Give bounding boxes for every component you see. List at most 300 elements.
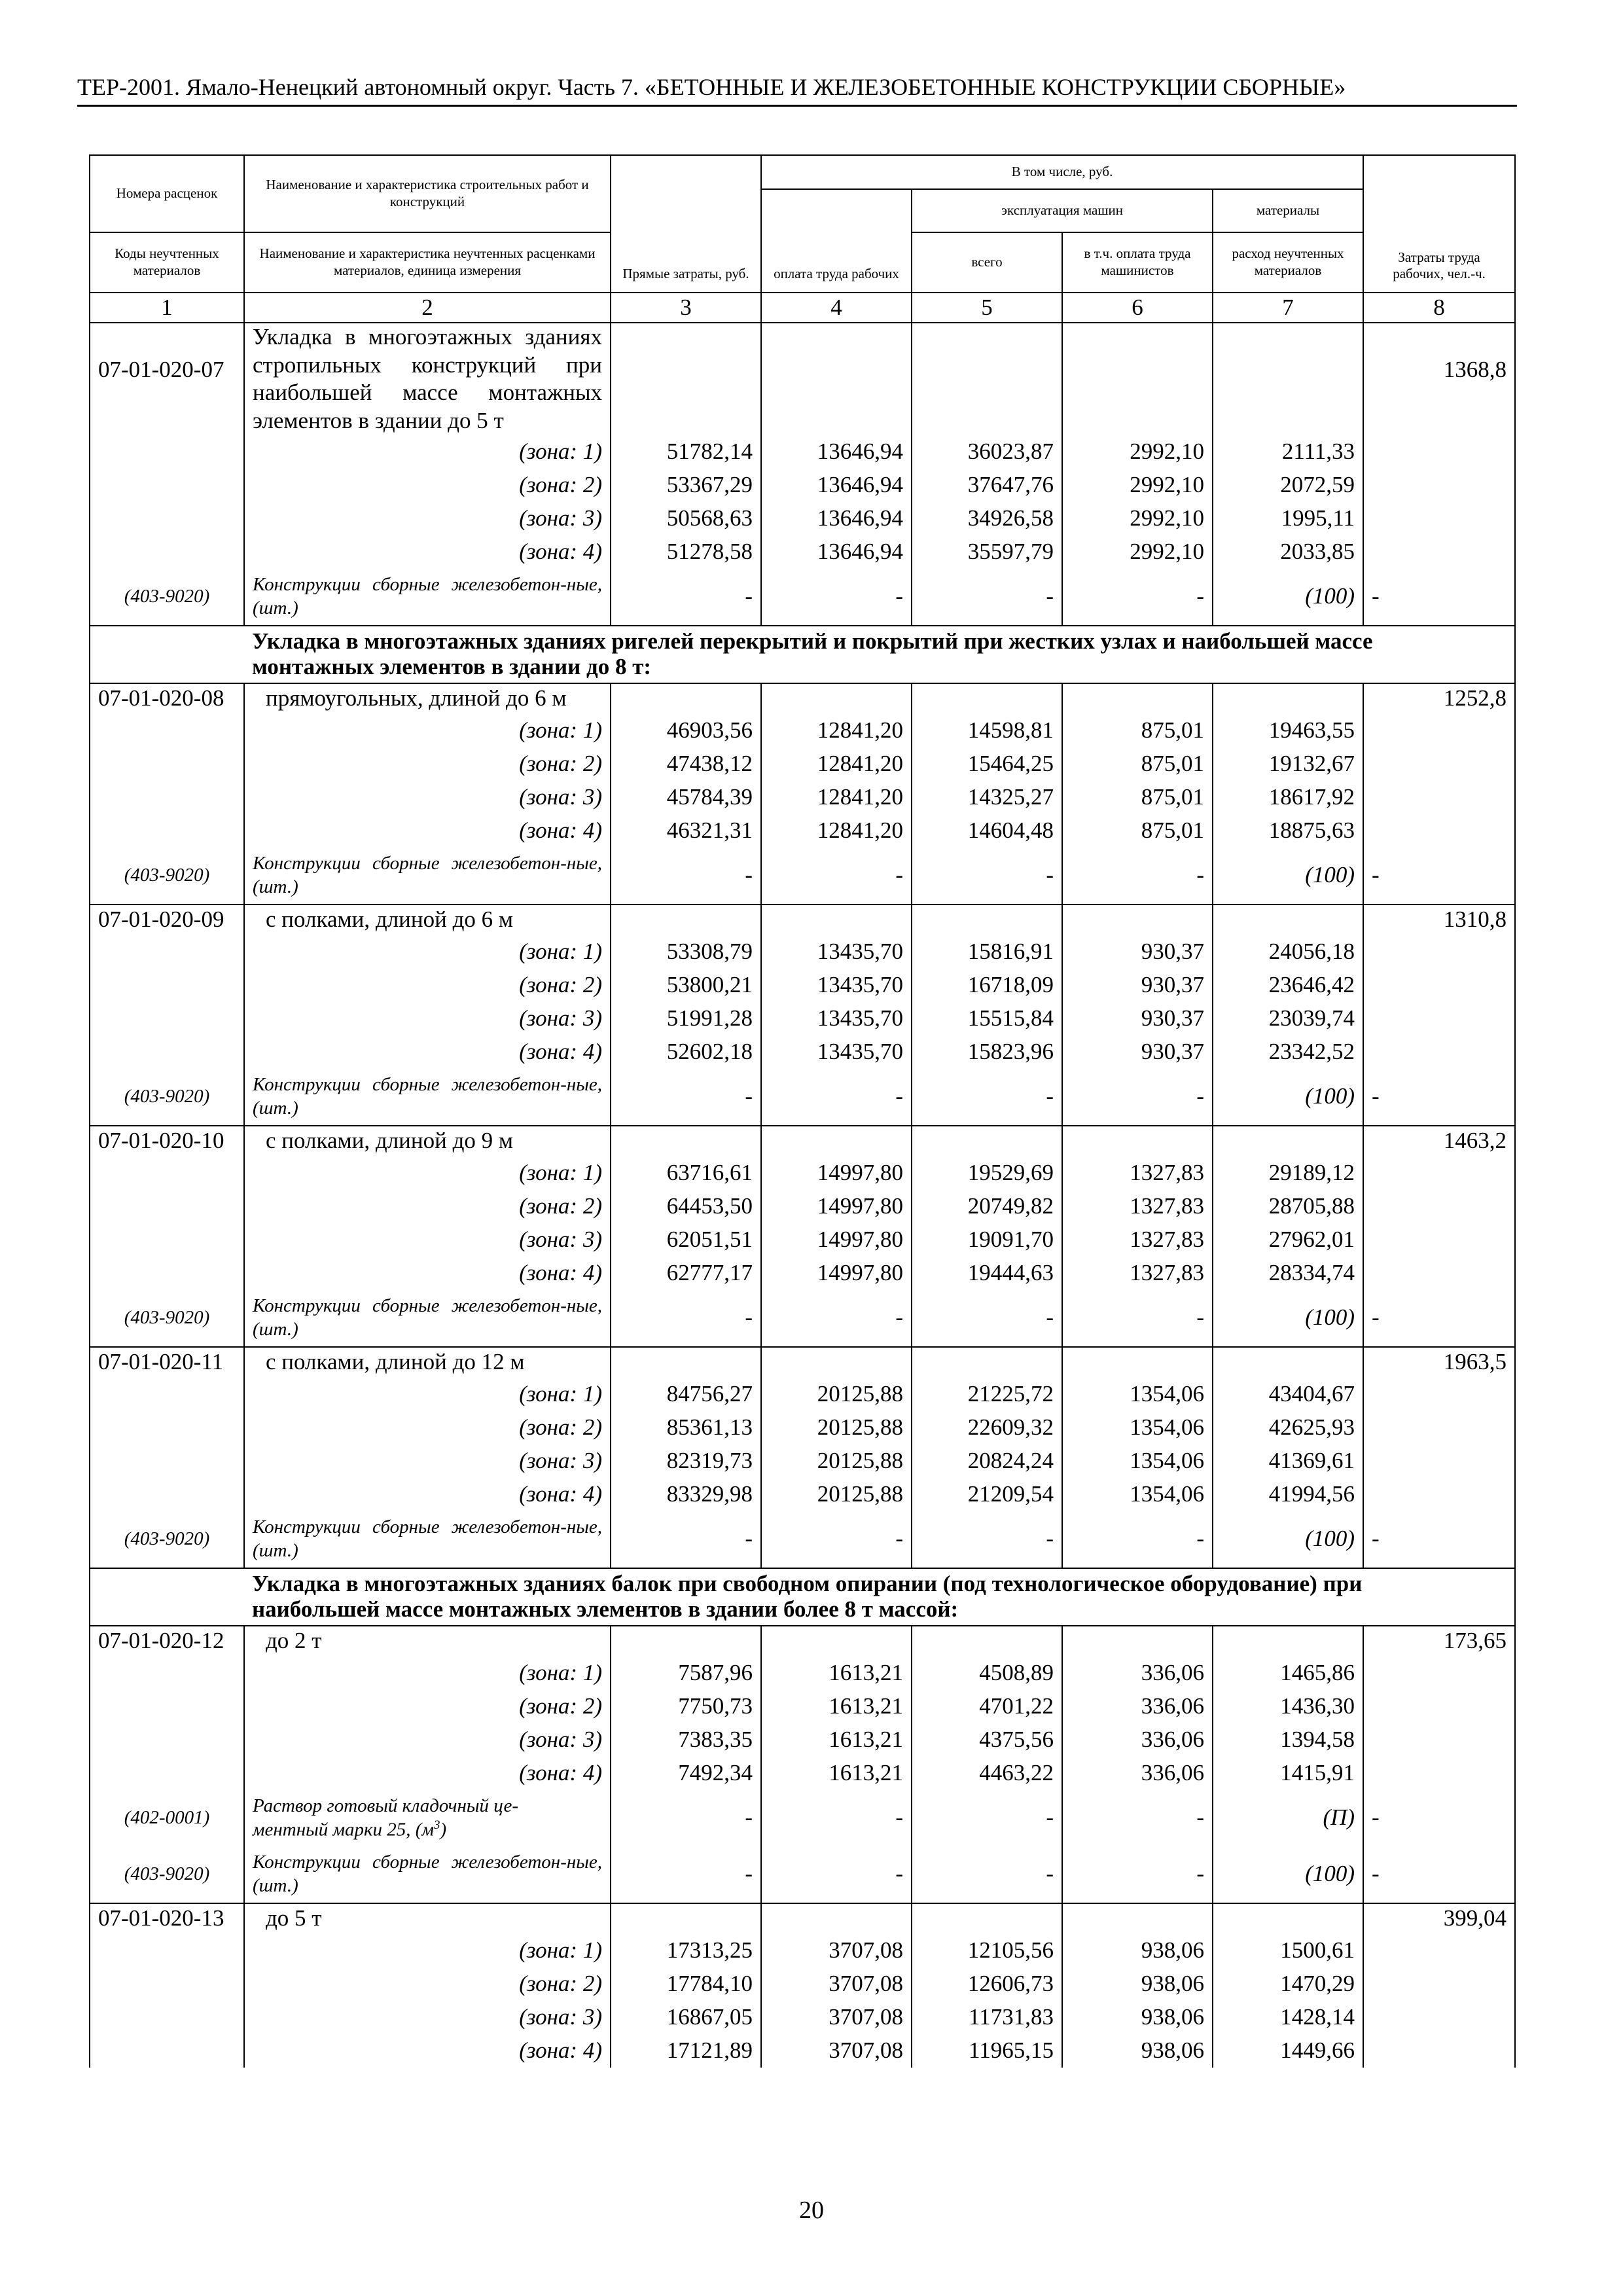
zone-label: (зона: 2) (244, 747, 611, 781)
head-col2-bottom: Наименование и характеристика неучтенных расценками материалов, единица измерения (244, 232, 611, 293)
zone-row (90, 535, 1515, 569)
zone-value: 13646,94 (761, 535, 912, 569)
zone-value: 12606,73 (912, 1967, 1062, 2001)
zone-value: 13435,70 (761, 1035, 912, 1069)
head-col8: Затраты труда рабочих, чел.-ч. (1363, 155, 1515, 293)
zone-label: (зона: 1) (244, 1657, 611, 1690)
dash-value: - (912, 1511, 1062, 1568)
dash-value: - (611, 1846, 761, 1903)
zone-row (90, 1444, 1515, 1478)
zone-value: 19091,70 (912, 1223, 1062, 1257)
material-row (90, 1290, 1515, 1347)
zone-value: 43404,67 (1213, 1378, 1363, 1411)
rate-code: 07-01-020-09 (90, 905, 244, 935)
zone-row (90, 435, 1515, 469)
zone-value: 7587,96 (611, 1657, 761, 1690)
rate-code: 07-01-020-07 (90, 323, 244, 435)
zone-value: 46321,31 (611, 814, 761, 848)
zone-value: 1465,86 (1213, 1657, 1363, 1690)
zone-value: 1354,06 (1062, 1444, 1213, 1478)
head-col1-bottom: Коды неучтенных материалов (90, 232, 244, 293)
zone-value: 45784,39 (611, 781, 761, 814)
dash-value: - (1363, 1511, 1515, 1568)
zone-label: (зона: 1) (244, 1378, 611, 1411)
labor-cost: 1252,8 (1363, 683, 1515, 714)
material-name: Конструкции сборные железобетон-ные, (шт.) (244, 1069, 611, 1126)
zone-label: (зона: 2) (244, 969, 611, 1002)
zone-value: 4375,56 (912, 1723, 1062, 1757)
dash-value: - (1363, 1790, 1515, 1846)
zone-row (90, 1657, 1515, 1690)
zone-value: 875,01 (1062, 781, 1213, 814)
zone-value: 51782,14 (611, 435, 761, 469)
zone-label: (зона: 2) (244, 469, 611, 502)
dash-value: - (761, 848, 912, 905)
zone-value: 1613,21 (761, 1657, 912, 1690)
zone-label: (зона: 1) (244, 435, 611, 469)
col-number: 3 (611, 293, 761, 323)
zone-label: (зона: 1) (244, 1157, 611, 1190)
rate-code: 07-01-020-11 (90, 1347, 244, 1378)
zone-row (90, 781, 1515, 814)
zone-value: 875,01 (1062, 814, 1213, 848)
zone-value: 20125,88 (761, 1411, 912, 1444)
zone-label: (зона: 2) (244, 1411, 611, 1444)
zone-label: (зона: 2) (244, 1967, 611, 2001)
material-row (90, 1790, 1515, 1846)
material-name-line: Раствор готовый кладочный це- (253, 1795, 519, 1816)
dash-value: - (912, 1069, 1062, 1126)
rate-row (90, 1126, 1515, 1157)
zone-value: 84756,27 (611, 1378, 761, 1411)
zone-value: 930,37 (1062, 1002, 1213, 1035)
rate-description: с полками, длиной до 9 м (244, 1126, 611, 1157)
zone-label: (зона: 4) (244, 814, 611, 848)
col-number: 7 (1213, 293, 1363, 323)
labor-cost: 1463,2 (1363, 1126, 1515, 1157)
dash-value: - (1363, 848, 1515, 905)
head-materials: материалы (1213, 189, 1363, 232)
zone-row (90, 1757, 1515, 1790)
material-name-part: ) (440, 1819, 447, 1840)
rate-description: с полками, длиной до 6 м (244, 905, 611, 935)
zone-value: 875,01 (1062, 747, 1213, 781)
dash-value: - (761, 1069, 912, 1126)
zone-label: (зона: 3) (244, 502, 611, 535)
head-col4: оплата труда рабочих (761, 189, 912, 293)
zone-value: 14997,80 (761, 1223, 912, 1257)
zone-value: 12841,20 (761, 781, 912, 814)
zone-value: 85361,13 (611, 1411, 761, 1444)
zone-value: 2072,59 (1213, 469, 1363, 502)
material-code: (403-9020) (90, 848, 244, 905)
zone-value: 18617,92 (1213, 781, 1363, 814)
zone-row (90, 1157, 1515, 1190)
zone-value: 36023,87 (912, 435, 1062, 469)
zone-value: 46903,56 (611, 714, 761, 747)
zone-value: 2992,10 (1062, 469, 1213, 502)
dash-value: - (761, 1290, 912, 1347)
zone-value: 29189,12 (1213, 1157, 1363, 1190)
material-code: (403-9020) (90, 1290, 244, 1347)
zone-row (90, 2001, 1515, 2034)
dash-value: - (1062, 1069, 1213, 1126)
zone-label: (зона: 3) (244, 781, 611, 814)
zone-row (90, 747, 1515, 781)
dash-value: - (1363, 1290, 1515, 1347)
zone-value: 62051,51 (611, 1223, 761, 1257)
zone-value: 63716,61 (611, 1157, 761, 1190)
rate-code: 07-01-020-13 (90, 1903, 244, 1934)
head-col2-top: Наименование и характеристика строительных работ и конструкций (244, 155, 611, 232)
zone-value: 7750,73 (611, 1690, 761, 1723)
zone-value: 930,37 (1062, 1035, 1213, 1069)
rate-row (90, 905, 1515, 935)
material-quantity: (100) (1213, 569, 1363, 626)
rate-code: 07-01-020-10 (90, 1126, 244, 1157)
zone-value: 1354,06 (1062, 1378, 1213, 1411)
zone-value: 1354,06 (1062, 1411, 1213, 1444)
dash-value: - (611, 1790, 761, 1846)
zone-value: 1428,14 (1213, 2001, 1363, 2034)
material-quantity: (100) (1213, 1846, 1363, 1903)
material-quantity: (100) (1213, 848, 1363, 905)
zone-value: 13646,94 (761, 502, 912, 535)
zone-label: (зона: 3) (244, 2001, 611, 2034)
zone-value: 12841,20 (761, 714, 912, 747)
material-code: (402-0001) (90, 1790, 244, 1846)
rate-row (90, 683, 1515, 714)
zone-value: 12105,56 (912, 1934, 1062, 1967)
zone-value: 20125,88 (761, 1444, 912, 1478)
zone-value: 15515,84 (912, 1002, 1062, 1035)
zone-value: 336,06 (1062, 1657, 1213, 1690)
zone-value: 14604,48 (912, 814, 1062, 848)
head-col1-top: Номера расценок (90, 155, 244, 232)
zone-value: 22609,32 (912, 1411, 1062, 1444)
unit-superscript: 3 (433, 1818, 440, 1832)
zone-value: 930,37 (1062, 969, 1213, 1002)
dash-value: - (761, 1846, 912, 1903)
zone-label: (зона: 4) (244, 1035, 611, 1069)
rates-table (89, 154, 1516, 2068)
zone-row (90, 714, 1515, 747)
zone-value: 23039,74 (1213, 1002, 1363, 1035)
labor-cost: 1368,8 (1363, 323, 1515, 435)
material-name: Конструкции сборные железобетон-ные, (шт.) (244, 1846, 611, 1903)
zone-value: 12841,20 (761, 814, 912, 848)
zone-row (90, 1934, 1515, 1967)
zone-value: 2111,33 (1213, 435, 1363, 469)
zone-value: 938,06 (1062, 1967, 1213, 2001)
zone-value: 19463,55 (1213, 714, 1363, 747)
col-number: 4 (761, 293, 912, 323)
zone-value: 15823,96 (912, 1035, 1062, 1069)
zone-value: 24056,18 (1213, 935, 1363, 969)
zone-row (90, 969, 1515, 1002)
dash-value: - (761, 1511, 912, 1568)
zone-row (90, 1257, 1515, 1290)
zone-row (90, 814, 1515, 848)
zone-value: 4463,22 (912, 1757, 1062, 1790)
zone-value: 1613,21 (761, 1757, 912, 1790)
zone-value: 42625,93 (1213, 1411, 1363, 1444)
material-quantity: (100) (1213, 1511, 1363, 1568)
zone-label: (зона: 3) (244, 1723, 611, 1757)
dash-value: - (761, 1790, 912, 1846)
head-col3: Прямые затраты, руб. (611, 155, 761, 293)
rate-description: прямоугольных, длиной до 6 м (244, 683, 611, 714)
zone-value: 13435,70 (761, 969, 912, 1002)
zone-value: 17313,25 (611, 1934, 761, 1967)
dash-value: - (1062, 1511, 1213, 1568)
zone-value: 1500,61 (1213, 1934, 1363, 1967)
section-heading: Укладка в многоэтажных зданиях балок при свободном опирании (под технологическое оборудование) при наибольшей массе монтажных элементов в здании более 8 т массой: (244, 1568, 1515, 1626)
rate-row (90, 1626, 1515, 1657)
zone-value: 20125,88 (761, 1478, 912, 1511)
zone-value: 53367,29 (611, 469, 761, 502)
zone-value: 13435,70 (761, 1002, 912, 1035)
zone-value: 1415,91 (1213, 1757, 1363, 1790)
zone-value: 336,06 (1062, 1723, 1213, 1757)
zone-value: 20125,88 (761, 1378, 912, 1411)
col-number: 8 (1363, 293, 1515, 323)
zone-row (90, 1967, 1515, 2001)
rate-description: до 5 т (244, 1903, 611, 1934)
col-number: 6 (1062, 293, 1213, 323)
material-code: (403-9020) (90, 1846, 244, 1903)
zone-value: 336,06 (1062, 1690, 1213, 1723)
zone-value: 28705,88 (1213, 1190, 1363, 1223)
zone-label: (зона: 4) (244, 1757, 611, 1790)
zone-value: 14997,80 (761, 1257, 912, 1290)
material-name: Конструкции сборные железобетон-ные, (шт.) (244, 848, 611, 905)
material-name: Конструкции сборные железобетон-ные, (шт.) (244, 569, 611, 626)
zone-row (90, 1190, 1515, 1223)
zone-label: (зона: 1) (244, 935, 611, 969)
zone-value: 14325,27 (912, 781, 1062, 814)
zone-label: (зона: 4) (244, 1257, 611, 1290)
zone-value: 82319,73 (611, 1444, 761, 1478)
dash-value: - (1062, 848, 1213, 905)
material-row (90, 848, 1515, 905)
zone-value: 4508,89 (912, 1657, 1062, 1690)
dash-value: - (912, 1290, 1062, 1347)
zone-value: 1354,06 (1062, 1478, 1213, 1511)
material-name: Конструкции сборные железобетон-ные, (шт.) (244, 1290, 611, 1347)
dash-value: - (611, 1069, 761, 1126)
dash-value: - (912, 569, 1062, 626)
rate-row (90, 1347, 1515, 1378)
page-number: 20 (799, 2197, 824, 2224)
head-incl: В том числе, руб. (761, 155, 1363, 189)
material-name: Конструкции сборные железобетон-ные, (шт.) (244, 1511, 611, 1568)
material-row (90, 569, 1515, 626)
zone-value: 37647,76 (912, 469, 1062, 502)
zone-value: 51278,58 (611, 535, 761, 569)
zone-value: 13435,70 (761, 935, 912, 969)
col-number: 5 (912, 293, 1062, 323)
zone-value: 19132,67 (1213, 747, 1363, 781)
zone-value: 62777,17 (611, 1257, 761, 1290)
dash-value: - (611, 569, 761, 626)
zone-value: 1449,66 (1213, 2034, 1363, 2068)
zone-label: (зона: 2) (244, 1690, 611, 1723)
zone-row (90, 469, 1515, 502)
zone-value: 83329,98 (611, 1478, 761, 1511)
zone-value: 53308,79 (611, 935, 761, 969)
zone-value: 2992,10 (1062, 435, 1213, 469)
zone-value: 21209,54 (912, 1478, 1062, 1511)
zone-value: 1394,58 (1213, 1723, 1363, 1757)
zone-value: 11731,83 (912, 2001, 1062, 2034)
zone-value: 7383,35 (611, 1723, 761, 1757)
zone-label: (зона: 3) (244, 1002, 611, 1035)
zone-value: 938,06 (1062, 2034, 1213, 2068)
rate-description: с полками, длиной до 12 м (244, 1347, 611, 1378)
zone-value: 17121,89 (611, 2034, 761, 2068)
zone-value: 1995,11 (1213, 502, 1363, 535)
labor-cost: 1963,5 (1363, 1347, 1515, 1378)
zone-value: 2033,85 (1213, 535, 1363, 569)
zone-value: 19444,63 (912, 1257, 1062, 1290)
zone-value: 875,01 (1062, 714, 1213, 747)
material-name-part: ментный марки 25, (м (253, 1819, 434, 1840)
head-machines: эксплуатация машин (912, 189, 1213, 232)
zone-label: (зона: 3) (244, 1223, 611, 1257)
zone-value: 3707,08 (761, 2034, 912, 2068)
zone-value: 1470,29 (1213, 1967, 1363, 2001)
dash-value: - (1062, 1290, 1213, 1347)
labor-cost: 1310,8 (1363, 905, 1515, 935)
page-header: ТЕР-2001. Ямало-Ненецкий автономный округ. Часть 7. «БЕТОННЫЕ И ЖЕЛЕЗОБЕТОННЫЕ КОНСТРУКЦИИ СБОРНЫЕ» (77, 74, 1346, 100)
col-number: 1 (90, 293, 244, 323)
dash-value: - (1062, 1846, 1213, 1903)
zone-value: 3707,08 (761, 1967, 912, 2001)
material-row (90, 1846, 1515, 1903)
material-name-line (253, 1818, 602, 1842)
head-col7: расход неучтенных материалов (1213, 232, 1363, 293)
dash-value: - (611, 1511, 761, 1568)
dash-value: - (912, 1846, 1062, 1903)
dash-value: - (912, 848, 1062, 905)
zone-value: 41369,61 (1213, 1444, 1363, 1478)
zone-row (90, 1002, 1515, 1035)
zone-value: 13646,94 (761, 435, 912, 469)
zone-value: 14997,80 (761, 1190, 912, 1223)
zone-value: 4701,22 (912, 1690, 1062, 1723)
head-col5: всего (912, 232, 1062, 293)
zone-row (90, 1035, 1515, 1069)
zone-value: 3707,08 (761, 2001, 912, 2034)
dash-value: - (1363, 1069, 1515, 1126)
zone-value: 336,06 (1062, 1757, 1213, 1790)
zone-value: 21225,72 (912, 1378, 1062, 1411)
zone-value: 15464,25 (912, 747, 1062, 781)
zone-value: 14997,80 (761, 1157, 912, 1190)
zone-value: 1327,83 (1062, 1190, 1213, 1223)
zone-value: 41994,56 (1213, 1478, 1363, 1511)
zone-row (90, 1478, 1515, 1511)
rate-code: 07-01-020-12 (90, 1626, 244, 1657)
zone-row (90, 1378, 1515, 1411)
zone-value: 3707,08 (761, 1934, 912, 1967)
zone-label: (зона: 1) (244, 714, 611, 747)
zone-label: (зона: 4) (244, 535, 611, 569)
zone-label: (зона: 4) (244, 1478, 611, 1511)
rate-description: до 2 т (244, 1626, 611, 1657)
zone-value: 16867,05 (611, 2001, 761, 2034)
zone-value: 18875,63 (1213, 814, 1363, 848)
zone-value: 2992,10 (1062, 502, 1213, 535)
zone-label: (зона: 4) (244, 2034, 611, 2068)
zone-row (90, 1411, 1515, 1444)
material-quantity: (100) (1213, 1069, 1363, 1126)
zone-value: 16718,09 (912, 969, 1062, 1002)
zone-value: 1327,83 (1062, 1157, 1213, 1190)
zone-value: 15816,91 (912, 935, 1062, 969)
rate-code: 07-01-020-08 (90, 683, 244, 714)
zone-value: 12841,20 (761, 747, 912, 781)
zone-value: 11965,15 (912, 2034, 1062, 2068)
header-rule (77, 105, 1517, 107)
col-number: 2 (244, 293, 611, 323)
zone-value: 13646,94 (761, 469, 912, 502)
zone-value: 27962,01 (1213, 1223, 1363, 1257)
zone-value: 938,06 (1062, 2001, 1213, 2034)
material-code: (403-9020) (90, 1069, 244, 1126)
rate-description: Укладка в многоэтажных зданиях стропильных конструкций при наибольшей массе монтажных элементов в здании до 5 т (244, 323, 611, 435)
labor-cost: 173,65 (1363, 1626, 1515, 1657)
zone-row (90, 1223, 1515, 1257)
dash-value: - (1363, 569, 1515, 626)
zone-value: 7492,34 (611, 1757, 761, 1790)
zone-value: 14598,81 (912, 714, 1062, 747)
labor-cost: 399,04 (1363, 1903, 1515, 1934)
zone-value: 23342,52 (1213, 1035, 1363, 1069)
zone-value: 53800,21 (611, 969, 761, 1002)
zone-value: 19529,69 (912, 1157, 1062, 1190)
rate-row (90, 1903, 1515, 1934)
zone-value: 1436,30 (1213, 1690, 1363, 1723)
zone-value: 50568,63 (611, 502, 761, 535)
zone-value: 47438,12 (611, 747, 761, 781)
material-code: (403-9020) (90, 569, 244, 626)
zone-value: 1613,21 (761, 1723, 912, 1757)
zone-value: 20824,24 (912, 1444, 1062, 1478)
zone-value: 34926,58 (912, 502, 1062, 535)
dash-value: - (1062, 569, 1213, 626)
material-code: (403-9020) (90, 1511, 244, 1568)
zone-value: 1613,21 (761, 1690, 912, 1723)
section-heading: Укладка в многоэтажных зданиях ригелей перекрытий и покрытий при жестких узлах и наибольшей массе монтажных элементов в здании до 8 т: (244, 626, 1515, 683)
dash-value: - (761, 569, 912, 626)
material-quantity: (100) (1213, 1290, 1363, 1347)
section-heading-row (90, 626, 1515, 683)
zone-row (90, 502, 1515, 535)
zone-label: (зона: 2) (244, 1190, 611, 1223)
zone-value: 52602,18 (611, 1035, 761, 1069)
dash-value: - (912, 1790, 1062, 1846)
zone-row (90, 1723, 1515, 1757)
section-heading-row (90, 1568, 1515, 1626)
dash-value: - (1363, 1846, 1515, 1903)
zone-row (90, 1690, 1515, 1723)
dash-value: - (1062, 1790, 1213, 1846)
zone-value: 1327,83 (1062, 1257, 1213, 1290)
dash-value: - (611, 848, 761, 905)
zone-value: 20749,82 (912, 1190, 1062, 1223)
